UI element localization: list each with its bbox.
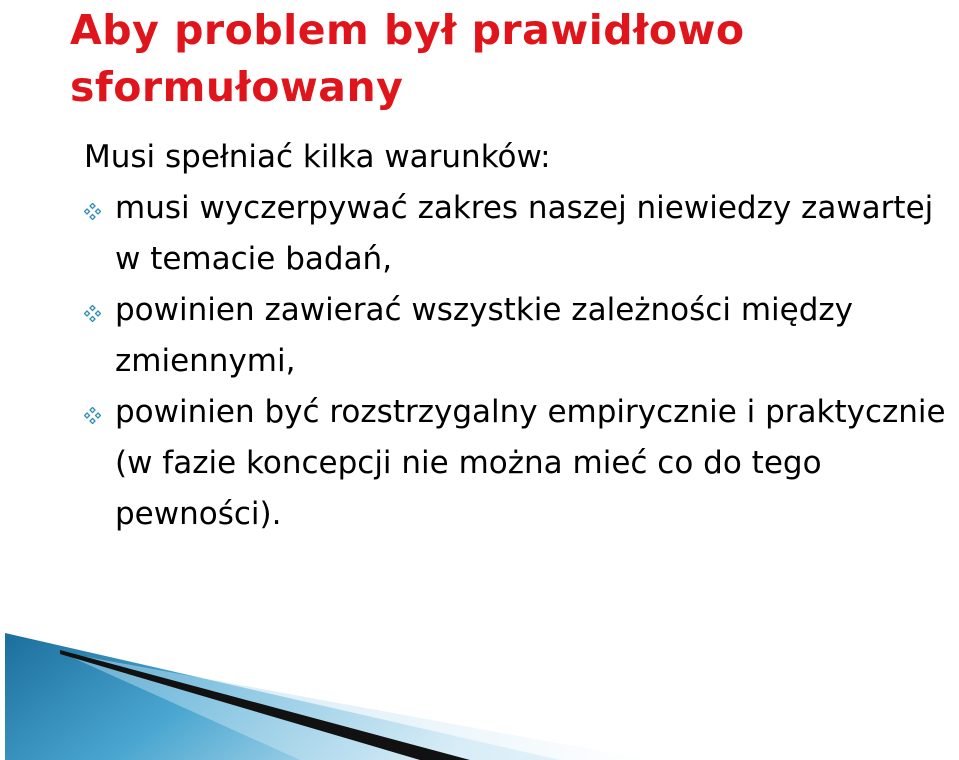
bullet-text: musi wyczerpywać zakres naszej niewiedzy zawartej w temacie badań, — [115, 190, 934, 277]
bullet-text: powinien zawierać wszystkie zależności między zmiennymi, — [115, 292, 853, 379]
slide-body — [84, 132, 954, 540]
bullet-list — [84, 183, 954, 540]
list-item — [84, 285, 954, 387]
list-item — [84, 387, 954, 540]
list-item — [84, 183, 954, 285]
four-diamond-bullet-icon — [84, 305, 101, 322]
intro-text: Musi spełniać kilka warunków: — [84, 139, 551, 175]
decorative-swoosh — [0, 600, 959, 760]
four-diamond-bullet-icon — [84, 203, 101, 220]
bullet-text: powinien być rozstrzygalny empirycznie i praktycznie (w fazie koncepcji nie można mieć co do tego pewności). — [115, 394, 946, 532]
slide-title: Aby problem był prawidłowo sformułowany — [70, 6, 745, 111]
four-diamond-bullet-icon — [84, 407, 101, 424]
